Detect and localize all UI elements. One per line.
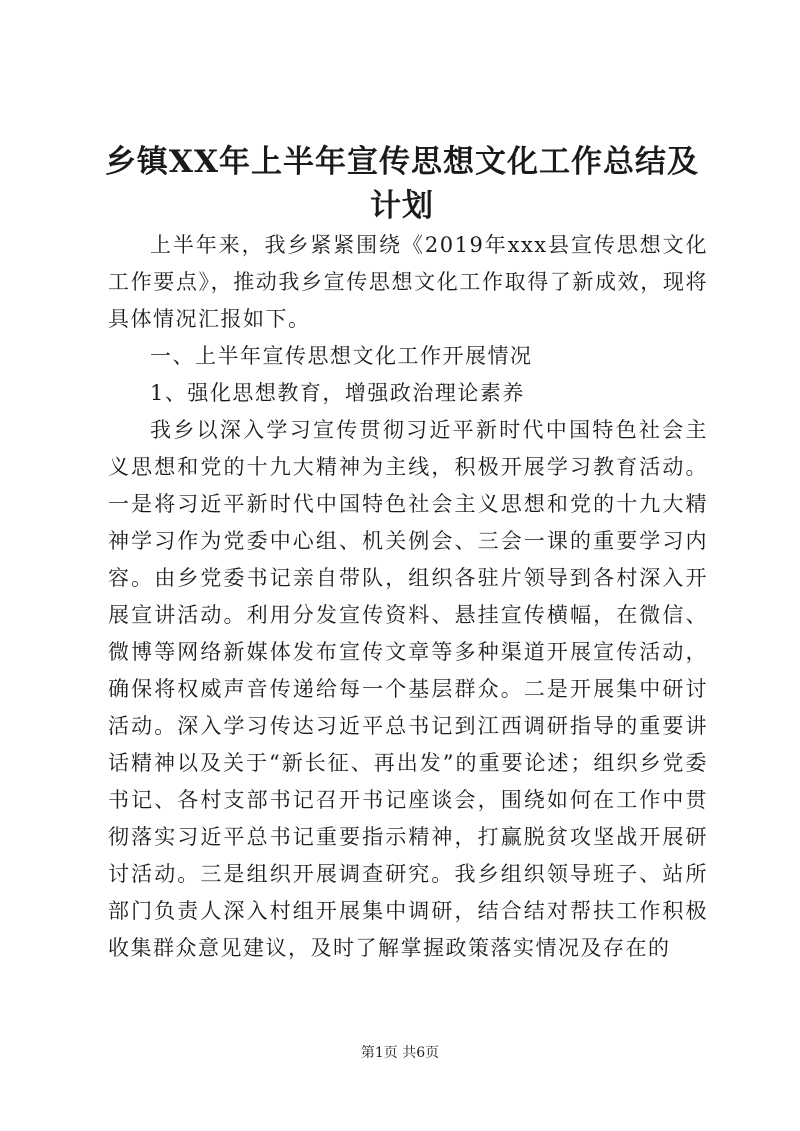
section-heading: 一、上半年宣传思想文化工作开展情况 (150, 344, 533, 368)
subsection-heading: 1、强化思想教育，增强政治理论素养 (150, 381, 525, 405)
body-paragraph: 我乡以深入学习宣传贯彻习近平新时代中国特色社会主义思想和党的十九大精神为主线，积极开展学习教育活动。一是将习近平新时代中国特色社会主义思想和党的十九大精神学习作为党委中心组、机关例会、三会一课的重要学习内容。由乡党委书记亲自带队，组织各驻片领导到各村深入开展宣讲活动。利用分发宣传资料、悬挂宣传横幅，在微信、微博等网络新媒体发布宣传文章等多种渠道开展宣传活动，确保将权威声音传递给每一个基层群众。二是开展集中研讨活动。深入学习传达习近平总书记到江西调研指导的重要讲话精神以及关于“新长征、再出发”的重要论述；组织乡党委书记、各村支部书记召开书记座谈会，围绕如何在工作中贯彻落实习近平总书记重要指示精神，打赢脱贫攻坚战开展研讨活动。三是组织开展调查研究。我乡组织领导班子、站所部门负责人深入村组开展集中调研，结合结对帮扶工作积极收集群众意见建议，及时了解掌握政策落实情况及存在的 (108, 418, 708, 960)
intro-paragraph: 上半年来，我乡紧紧围绕《2019年xxx县宣传思想文化工作要点》，推动我乡宣传思想文化工作取得了新成效，现将具体情况汇报如下。 (108, 233, 708, 331)
page-number: 第1页 共6页 (360, 1045, 440, 1061)
document-title: 乡镇XX年上半年宣传思想文化工作总结及计划 (104, 144, 700, 224)
document-body (108, 227, 708, 967)
